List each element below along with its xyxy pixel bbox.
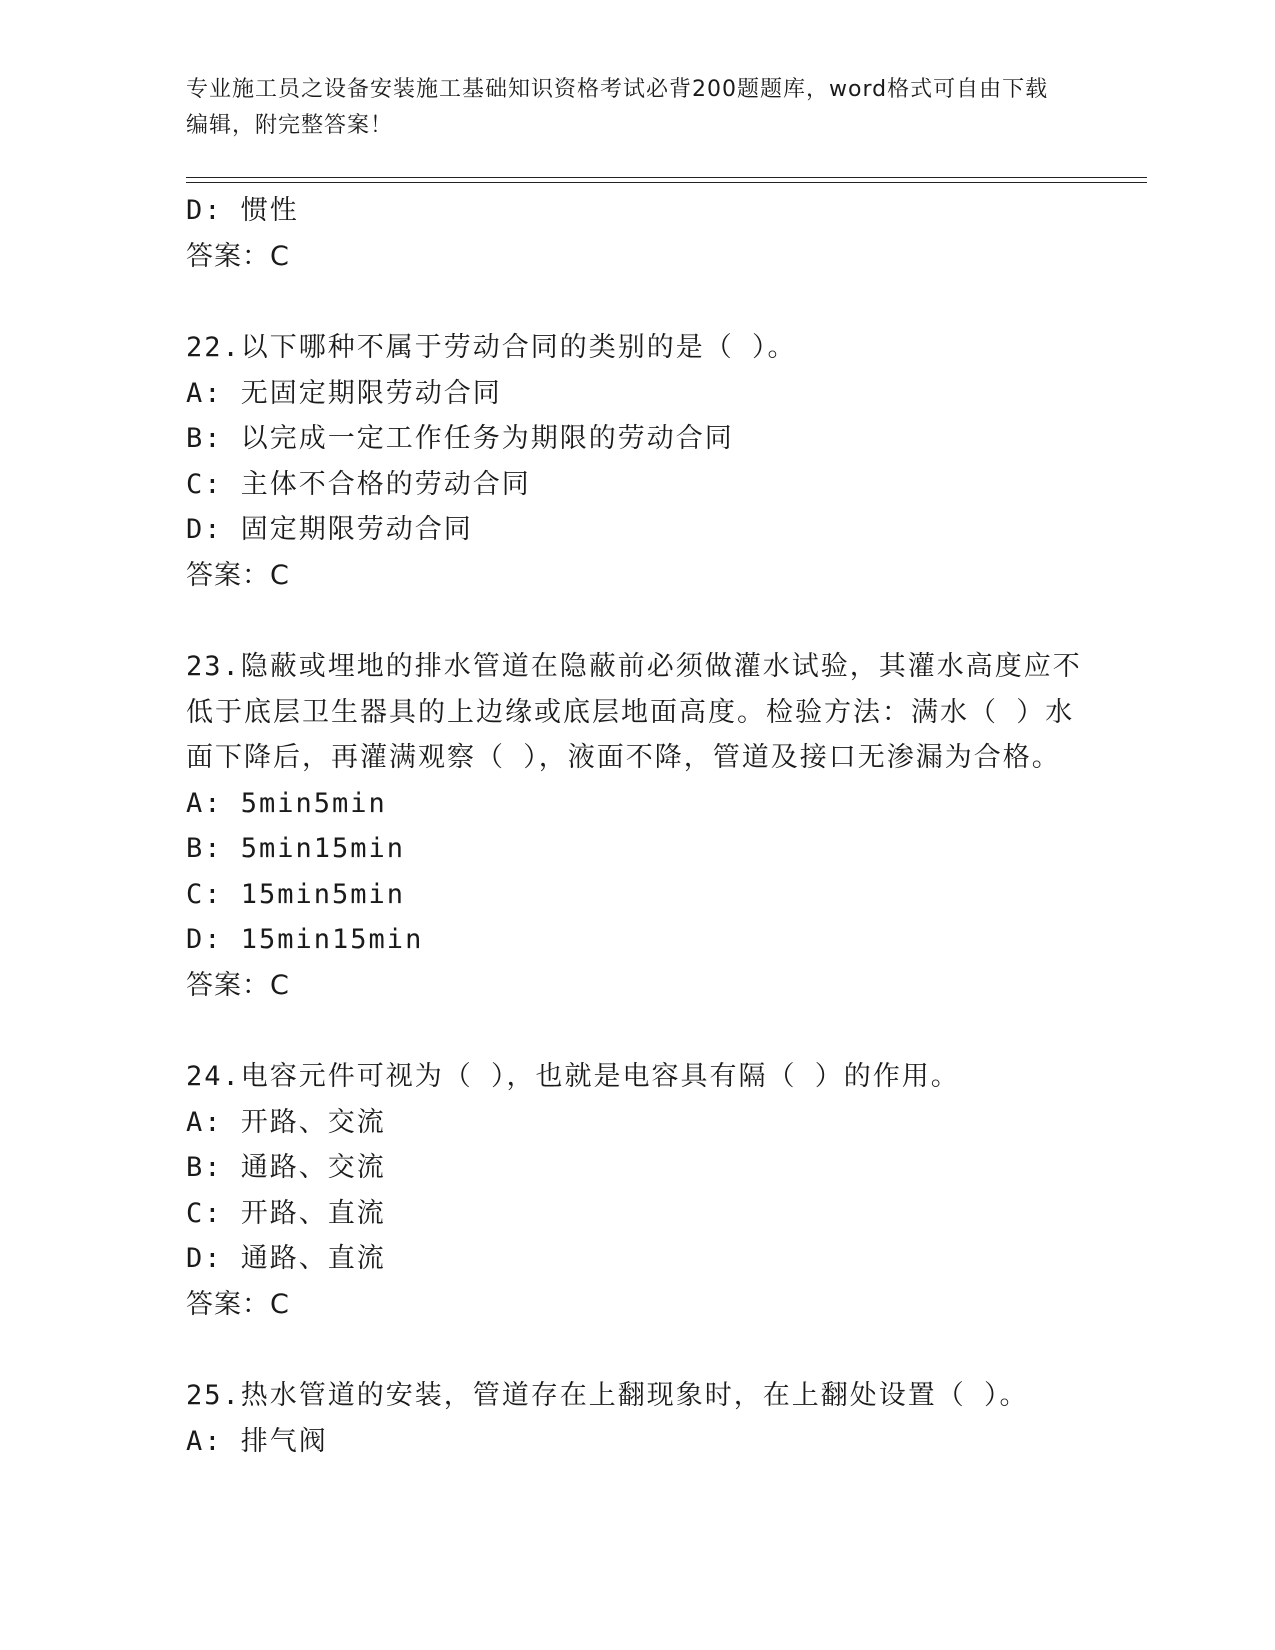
option-a: A: 5min5min: [186, 787, 387, 819]
option-c: C: 15min5min: [186, 878, 406, 910]
question-stem-line-3: 面下降后，再灌满观察（ ），液面不降，管道及接口无渗漏为合格。: [186, 742, 1061, 773]
document-header: [186, 72, 1066, 144]
option-c: C: 主体不合格的劳动合同: [186, 468, 531, 500]
header-title: 专业施工员之设备安装施工基础知识资格考试必背200题题库，word格式可自由下载编辑，附完整答案！: [186, 77, 1049, 138]
question-stem-line-2: 低于底层卫生器具的上边缘或底层地面高度。检验方法：满水（ ）水: [186, 696, 1075, 728]
option-a: A: 无固定期限劳动合同: [186, 377, 502, 409]
option-d: D: 固定期限劳动合同: [186, 514, 473, 545]
option-d: D: 惯性: [186, 195, 299, 226]
question-stem-line-1: 23.隐蔽或埋地的排水管道在隐蔽前必须做灌水试验，其灌水高度应不: [186, 651, 1082, 682]
option-b: B: 以完成一定工作任务为期限的劳动合同: [186, 423, 734, 454]
answer-line: 答案：C: [186, 969, 290, 1001]
option-d: D: 15min15min: [186, 924, 424, 955]
answer-line: 答案：C: [186, 559, 290, 591]
question-stem: 22.以下哪种不属于劳动合同的类别的是（ ）。: [186, 332, 797, 363]
answer-line: 答案：C: [186, 240, 290, 272]
answer-line: 答案：C: [186, 1288, 290, 1320]
option-c: C: 开路、直流: [186, 1197, 386, 1229]
question-stem: 24.电容元件可视为（ ），也就是电容具有隔（ ）的作用。: [186, 1061, 960, 1092]
header-divider-bottom: [186, 182, 1147, 183]
option-b: B: 5min15min: [186, 833, 406, 864]
option-a: A: 排气阀: [186, 1425, 328, 1457]
question-content: [186, 188, 1086, 1464]
option-a: A: 开路、交流: [186, 1106, 386, 1138]
option-d: D: 通路、直流: [186, 1243, 386, 1274]
question-stem: 25.热水管道的安装，管道存在上翻现象时，在上翻处设置（ ）。: [186, 1380, 1029, 1411]
option-b: B: 通路、交流: [186, 1152, 386, 1183]
header-divider-top: [186, 177, 1147, 178]
